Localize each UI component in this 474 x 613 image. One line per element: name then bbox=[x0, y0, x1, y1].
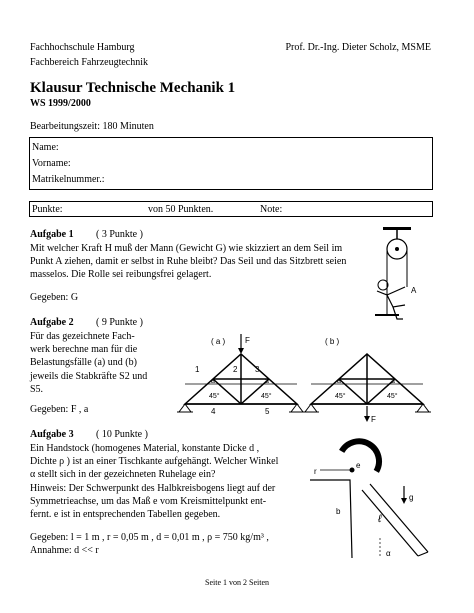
task3-line: Hinweis: Der Schwerpunkt des Halbkreisbogens liegt auf der bbox=[30, 482, 276, 494]
student-info-box bbox=[29, 137, 433, 190]
task2-text bbox=[30, 330, 170, 396]
truss-a-angle-right: 45° bbox=[261, 393, 272, 400]
truss-a bbox=[177, 334, 305, 416]
matriculation-label: Matrikelnummer.: bbox=[32, 174, 105, 185]
truss-a-dim-right: a bbox=[265, 378, 269, 385]
task2-figure bbox=[175, 332, 435, 432]
exam-title: Klausur Technische Mechanik 1 bbox=[30, 80, 236, 96]
truss-a-member-5: 5 bbox=[265, 407, 270, 416]
truss-a-member-2: 2 bbox=[233, 365, 238, 374]
task3-label-b: b bbox=[336, 507, 341, 516]
task1-text bbox=[30, 242, 370, 282]
task1-point-a-label: A bbox=[411, 286, 417, 295]
truss-a-member-3: 3 bbox=[255, 365, 260, 374]
department-name: Fachbereich Fahrzeugtechnik bbox=[30, 57, 149, 68]
task2-line: werk berechne man für die bbox=[30, 344, 138, 356]
task3-given: Gegeben: l = 1 m , r = 0,05 m , d = 0,01 m , ρ = 750 kg/m³ , bbox=[30, 532, 269, 543]
task1-points: ( 3 Punkte ) bbox=[96, 229, 143, 240]
exam-duration: Bearbeitungszeit: 180 Minuten bbox=[30, 121, 154, 132]
exam-semester: WS 1999/2000 bbox=[30, 98, 91, 109]
grade-label: Note: bbox=[260, 204, 283, 215]
truss-a-angle-left: 45° bbox=[209, 393, 220, 400]
task3-label-alpha: α bbox=[386, 549, 391, 558]
truss-b-force-label: F bbox=[371, 415, 376, 424]
truss-a-force-label: F bbox=[245, 336, 250, 345]
task2-line: Belastungsfälle (a) und (b) bbox=[30, 357, 137, 369]
task3-line: Ein Handstock (homogenes Material, konstante Dicke d , bbox=[30, 443, 260, 454]
task2-line: S5. bbox=[30, 383, 44, 395]
professor-name: Prof. Dr.-Ing. Dieter Scholz, MSME bbox=[285, 42, 431, 53]
task3-text bbox=[30, 442, 320, 521]
page-footer: Seite 1 von 2 Seiten bbox=[205, 578, 269, 587]
task2-line: jeweils die Stabkräfte S2 und bbox=[30, 370, 148, 382]
truss-a-label: ( a ) bbox=[211, 337, 226, 346]
points-box bbox=[29, 201, 433, 217]
task1-line: Mit welcher Kraft H muß der Mann (Gewicht G) wie skizziert an dem Seil im bbox=[30, 243, 343, 254]
task3-points: ( 10 Punkte ) bbox=[96, 429, 148, 440]
task2-title: Aufgabe 2 bbox=[30, 317, 74, 328]
task3-assumption: Annahme: d << r bbox=[30, 545, 99, 556]
task2-points: ( 9 Punkte ) bbox=[96, 317, 143, 328]
task1-figure bbox=[365, 225, 445, 325]
first-name-label: Vorname: bbox=[32, 158, 71, 169]
task3-line: Dichte ρ ) ist an einer Tischkante aufgehängt. Welcher Winkel bbox=[30, 456, 279, 468]
task1-title: Aufgabe 1 bbox=[30, 229, 74, 240]
truss-a-dim-left: a bbox=[211, 378, 215, 385]
truss-b-angle-left: 45° bbox=[335, 393, 346, 400]
task3-line: Symmetrieachse, um das Maß e vom Kreismittelpunkt ent- bbox=[30, 495, 267, 507]
truss-b bbox=[303, 337, 431, 424]
truss-b-dim-right: a bbox=[391, 378, 395, 385]
task3-line: fernt. e ist in entsprechenden Tabellen gegeben. bbox=[30, 509, 221, 521]
task2-line: Für das gezeichnete Fach- bbox=[30, 331, 135, 342]
task3-label-g: g bbox=[409, 493, 414, 502]
task1-given: Gegeben: G bbox=[30, 292, 79, 303]
truss-b-dim-left: a bbox=[337, 378, 341, 385]
task3-label-r: r bbox=[314, 467, 317, 476]
task3-label-e: e bbox=[356, 461, 361, 470]
task3-title: Aufgabe 3 bbox=[30, 429, 74, 440]
name-label: Name: bbox=[32, 142, 59, 153]
points-label: Punkte: bbox=[32, 204, 63, 215]
truss-a-member-4: 4 bbox=[211, 407, 216, 416]
school-name: Fachhochschule Hamburg bbox=[30, 42, 135, 53]
max-points: von 50 Punkten. bbox=[148, 204, 214, 215]
truss-b-angle-right: 45° bbox=[387, 393, 398, 400]
truss-a-member-1: 1 bbox=[195, 365, 200, 374]
task2-given: Gegeben: F , a bbox=[30, 404, 89, 415]
truss-b-label: ( b ) bbox=[325, 337, 340, 346]
task1-line: masselos. Die Rolle sei reibungsfrei gelagert. bbox=[30, 269, 212, 281]
task1-line: Punkt A ziehen, damit er selbst in Ruhe bleibt? Das Seil und das Sitzbrett seien bbox=[30, 256, 347, 268]
task3-figure bbox=[310, 448, 440, 558]
task3-label-l: ℓ bbox=[378, 513, 382, 525]
task3-line: α stellt sich in der gezeichneten Ruhelage ein? bbox=[30, 469, 216, 481]
